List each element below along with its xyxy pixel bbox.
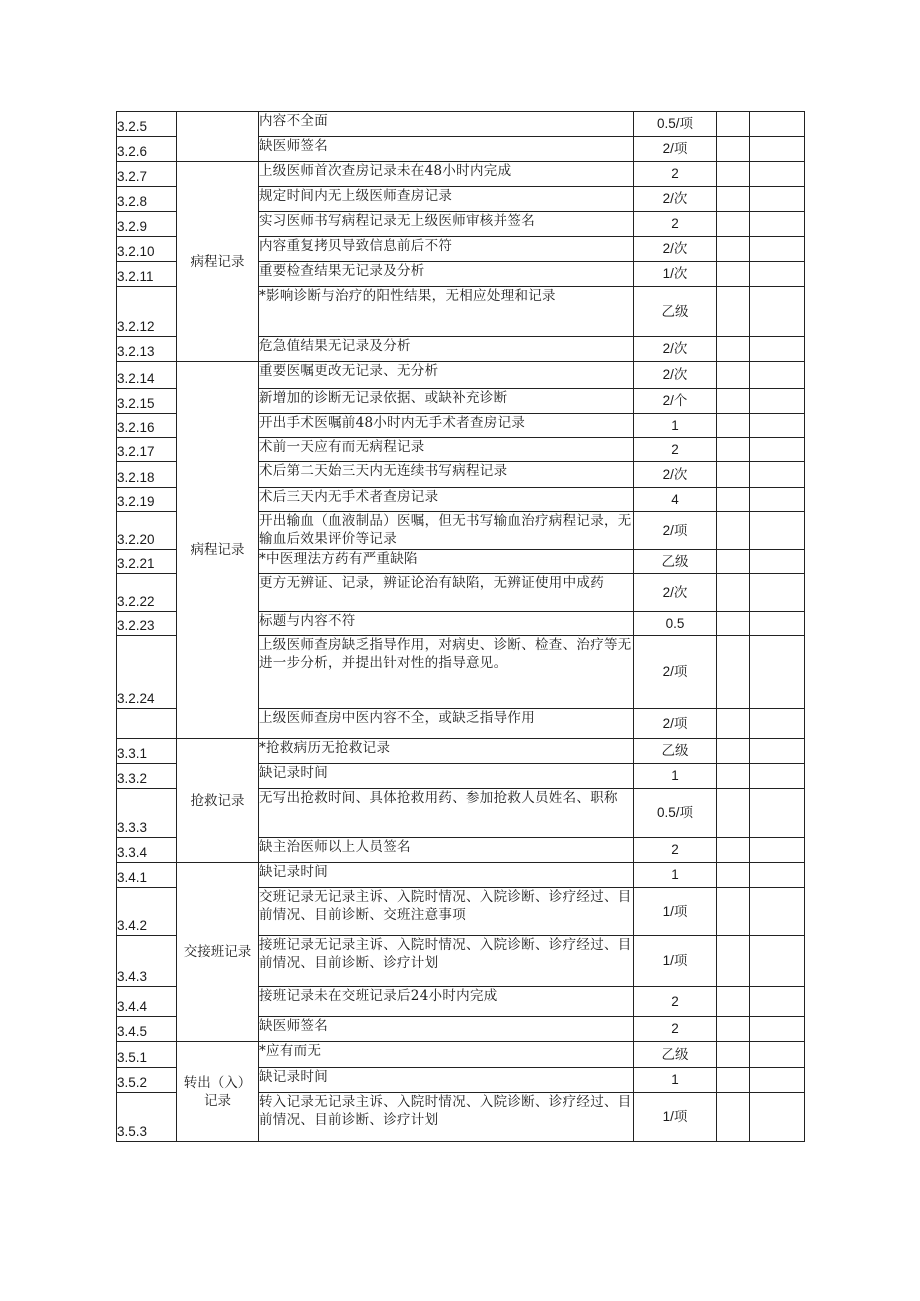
item-code: 3.4.5: [117, 1017, 177, 1042]
item-score: 2/项: [634, 512, 717, 550]
item-score: 2: [634, 212, 717, 237]
category-cell: 病程记录: [177, 362, 259, 739]
remark-cell: [750, 709, 805, 739]
item-description: 重要医嘱更改无记录、无分析: [259, 362, 634, 389]
deduction-cell: [717, 838, 750, 863]
item-score: 0.5/项: [634, 112, 717, 137]
remark-cell: [750, 936, 805, 987]
deduction-cell: [717, 488, 750, 512]
item-score: 1: [634, 764, 717, 789]
deduction-cell: [717, 1093, 750, 1142]
item-code: 3.5.1: [117, 1042, 177, 1068]
item-score: 2/次: [634, 362, 717, 389]
item-score: 乙级: [634, 287, 717, 337]
table-row: [117, 112, 805, 137]
item-code: 3.2.5: [117, 112, 177, 137]
item-description: *影响诊断与治疗的阳性结果，无相应处理和记录: [259, 287, 634, 337]
remark-cell: [750, 789, 805, 838]
item-score: 1/次: [634, 262, 717, 287]
item-code: 3.2.12: [117, 287, 177, 337]
item-score: 2/项: [634, 709, 717, 739]
category-cell: 抢救记录: [177, 739, 259, 863]
deduction-cell: [717, 337, 750, 362]
deduction-cell: [717, 414, 750, 438]
deduction-cell: [717, 512, 750, 550]
deduction-cell: [717, 1042, 750, 1068]
remark-cell: [750, 1093, 805, 1142]
item-score: 2/次: [634, 462, 717, 488]
item-code: 3.2.16: [117, 414, 177, 438]
deduction-cell: [717, 987, 750, 1017]
remark-cell: [750, 512, 805, 550]
remark-cell: [750, 262, 805, 287]
item-description: 无写出抢救时间、具体抢救用药、参加抢救人员姓名、职称: [259, 789, 634, 838]
table-row: [117, 1042, 805, 1068]
remark-cell: [750, 888, 805, 936]
item-description: 开出输血（血液制品）医嘱，但无书写输血治疗病程记录，无输血后效果评价等记录: [259, 512, 634, 550]
item-description: *抢救病历无抢救记录: [259, 739, 634, 764]
item-score: 2: [634, 987, 717, 1017]
item-score: 2: [634, 1017, 717, 1042]
remark-cell: [750, 636, 805, 709]
item-score: 乙级: [634, 550, 717, 574]
deduction-cell: [717, 1017, 750, 1042]
deduction-cell: [717, 112, 750, 137]
item-score: 1/项: [634, 888, 717, 936]
item-code: 3.2.15: [117, 389, 177, 414]
item-description: 缺记录时间: [259, 764, 634, 789]
item-code: [117, 709, 177, 739]
remark-cell: [750, 838, 805, 863]
deduction-cell: [717, 739, 750, 764]
item-description: 缺记录时间: [259, 863, 634, 888]
deduction-cell: [717, 438, 750, 462]
deduction-cell: [717, 237, 750, 262]
table-row: [117, 162, 805, 187]
deduction-cell: [717, 137, 750, 162]
remark-cell: [750, 362, 805, 389]
item-code: 3.2.8: [117, 187, 177, 212]
item-description: 实习医师书写病程记录无上级医师审核并签名: [259, 212, 634, 237]
item-code: 3.3.1: [117, 739, 177, 764]
deduction-cell: [717, 574, 750, 612]
item-description: 规定时间内无上级医师查房记录: [259, 187, 634, 212]
item-code: 3.4.4: [117, 987, 177, 1017]
item-code: 3.2.9: [117, 212, 177, 237]
item-code: 3.2.14: [117, 362, 177, 389]
item-description: 新增加的诊断无记录依据、或缺补充诊断: [259, 389, 634, 414]
item-score: 1: [634, 1068, 717, 1093]
remark-cell: [750, 389, 805, 414]
deduction-cell: [717, 612, 750, 636]
item-code: 3.3.2: [117, 764, 177, 789]
category-cell: 病程记录: [177, 162, 259, 362]
deduction-cell: [717, 212, 750, 237]
item-code: 3.5.2: [117, 1068, 177, 1093]
remark-cell: [750, 414, 805, 438]
remark-cell: [750, 162, 805, 187]
deduction-cell: [717, 187, 750, 212]
item-score: 0.5/项: [634, 789, 717, 838]
item-score: 1: [634, 414, 717, 438]
item-description: 术前一天应有而无病程记录: [259, 438, 634, 462]
remark-cell: [750, 987, 805, 1017]
category-cell: [177, 112, 259, 162]
item-description: 重要检查结果无记录及分析: [259, 262, 634, 287]
category-cell: [177, 1042, 259, 1142]
item-score: 2/项: [634, 137, 717, 162]
item-code: 3.2.13: [117, 337, 177, 362]
item-score: 1/项: [634, 936, 717, 987]
deduction-cell: [717, 709, 750, 739]
scoring-table-body: [117, 112, 805, 1142]
item-description: 缺主治医师以上人员签名: [259, 838, 634, 863]
item-description: 更方无辨证、记录，辨证论治有缺陷，无辨证使用中成药: [259, 574, 634, 612]
remark-cell: [750, 337, 805, 362]
table-row: [117, 362, 805, 389]
table-row: [117, 739, 805, 764]
item-description: *中医理法方药有严重缺陷: [259, 550, 634, 574]
item-code: 3.2.22: [117, 574, 177, 612]
deduction-cell: [717, 636, 750, 709]
remark-cell: [750, 550, 805, 574]
item-description: 交班记录无记录主诉、入院时情况、入院诊断、诊疗经过、目前情况、目前诊断、交班注意事项: [259, 888, 634, 936]
deduction-cell: [717, 162, 750, 187]
item-description: 缺医师签名: [259, 137, 634, 162]
item-description: 术后三天内无手术者查房记录: [259, 488, 634, 512]
item-description: 缺医师签名: [259, 1017, 634, 1042]
table-row: [117, 863, 805, 888]
remark-cell: [750, 287, 805, 337]
remark-cell: [750, 863, 805, 888]
item-score: 2: [634, 438, 717, 462]
remark-cell: [750, 438, 805, 462]
item-code: 3.2.10: [117, 237, 177, 262]
remark-cell: [750, 739, 805, 764]
deduction-cell: [717, 888, 750, 936]
remark-cell: [750, 764, 805, 789]
item-description: 缺记录时间: [259, 1068, 634, 1093]
item-description: 危急值结果无记录及分析: [259, 337, 634, 362]
item-description: 接班记录无记录主诉、入院时情况、入院诊断、诊疗经过、目前情况、目前诊断、诊疗计划: [259, 936, 634, 987]
item-score: 2/次: [634, 187, 717, 212]
item-score: 0.5: [634, 612, 717, 636]
item-score: 乙级: [634, 1042, 717, 1068]
item-code: 3.2.21: [117, 550, 177, 574]
remark-cell: [750, 1042, 805, 1068]
deduction-cell: [717, 936, 750, 987]
item-code: 3.2.20: [117, 512, 177, 550]
item-description: 标题与内容不符: [259, 612, 634, 636]
item-description: *应有而无: [259, 1042, 634, 1068]
item-code: 3.2.24: [117, 636, 177, 709]
item-code: 3.3.4: [117, 838, 177, 863]
item-code: 3.2.11: [117, 262, 177, 287]
item-description: 上级医师查房缺乏指导作用，对病史、诊断、检查、治疗等无进一步分析，并提出针对性的指导意见。: [259, 636, 634, 709]
item-score: 1: [634, 863, 717, 888]
remark-cell: [750, 187, 805, 212]
deduction-cell: [717, 262, 750, 287]
deduction-cell: [717, 287, 750, 337]
item-score: 4: [634, 488, 717, 512]
item-description: 内容不全面: [259, 112, 634, 137]
item-description: 上级医师首次查房记录未在48小时内完成: [259, 162, 634, 187]
item-code: 3.5.3: [117, 1093, 177, 1142]
item-score: 2: [634, 838, 717, 863]
item-code: 3.2.19: [117, 488, 177, 512]
item-score: 1/项: [634, 1093, 717, 1142]
item-description: 开出手术医嘱前48小时内无手术者查房记录: [259, 414, 634, 438]
item-score: 2/次: [634, 237, 717, 262]
scoring-table: [116, 111, 805, 1142]
deduction-cell: [717, 789, 750, 838]
item-score: 2: [634, 162, 717, 187]
remark-cell: [750, 462, 805, 488]
item-code: 3.2.23: [117, 612, 177, 636]
item-description: 内容重复拷贝导致信息前后不符: [259, 237, 634, 262]
item-score: 乙级: [634, 739, 717, 764]
deduction-cell: [717, 550, 750, 574]
deduction-cell: [717, 764, 750, 789]
item-description: 上级医师查房中医内容不全，或缺乏指导作用: [259, 709, 634, 739]
deduction-cell: [717, 1068, 750, 1093]
remark-cell: [750, 574, 805, 612]
item-score: 2/次: [634, 337, 717, 362]
deduction-cell: [717, 462, 750, 488]
item-description: 术后第二天始三天内无连续书写病程记录: [259, 462, 634, 488]
remark-cell: [750, 112, 805, 137]
deduction-cell: [717, 362, 750, 389]
item-code: 3.2.18: [117, 462, 177, 488]
item-description: 接班记录未在交班记录后24小时内完成: [259, 987, 634, 1017]
category-cell: 交接班记录: [177, 863, 259, 1042]
deduction-cell: [717, 863, 750, 888]
remark-cell: [750, 237, 805, 262]
item-score: 2/个: [634, 389, 717, 414]
item-code: 3.4.3: [117, 936, 177, 987]
remark-cell: [750, 1068, 805, 1093]
remark-cell: [750, 1017, 805, 1042]
item-code: 3.2.7: [117, 162, 177, 187]
item-code: 3.4.2: [117, 888, 177, 936]
item-code: 3.2.6: [117, 137, 177, 162]
item-score: 2/项: [634, 636, 717, 709]
item-code: 3.3.3: [117, 789, 177, 838]
remark-cell: [750, 212, 805, 237]
item-code: 3.4.1: [117, 863, 177, 888]
category-label: 转出（入）记录: [183, 1074, 252, 1109]
item-description: 转入记录无记录主诉、入院时情况、入院诊断、诊疗经过、目前情况、目前诊断、诊疗计划: [259, 1093, 634, 1142]
remark-cell: [750, 612, 805, 636]
item-code: 3.2.17: [117, 438, 177, 462]
remark-cell: [750, 488, 805, 512]
item-score: 2/次: [634, 574, 717, 612]
remark-cell: [750, 137, 805, 162]
deduction-cell: [717, 389, 750, 414]
